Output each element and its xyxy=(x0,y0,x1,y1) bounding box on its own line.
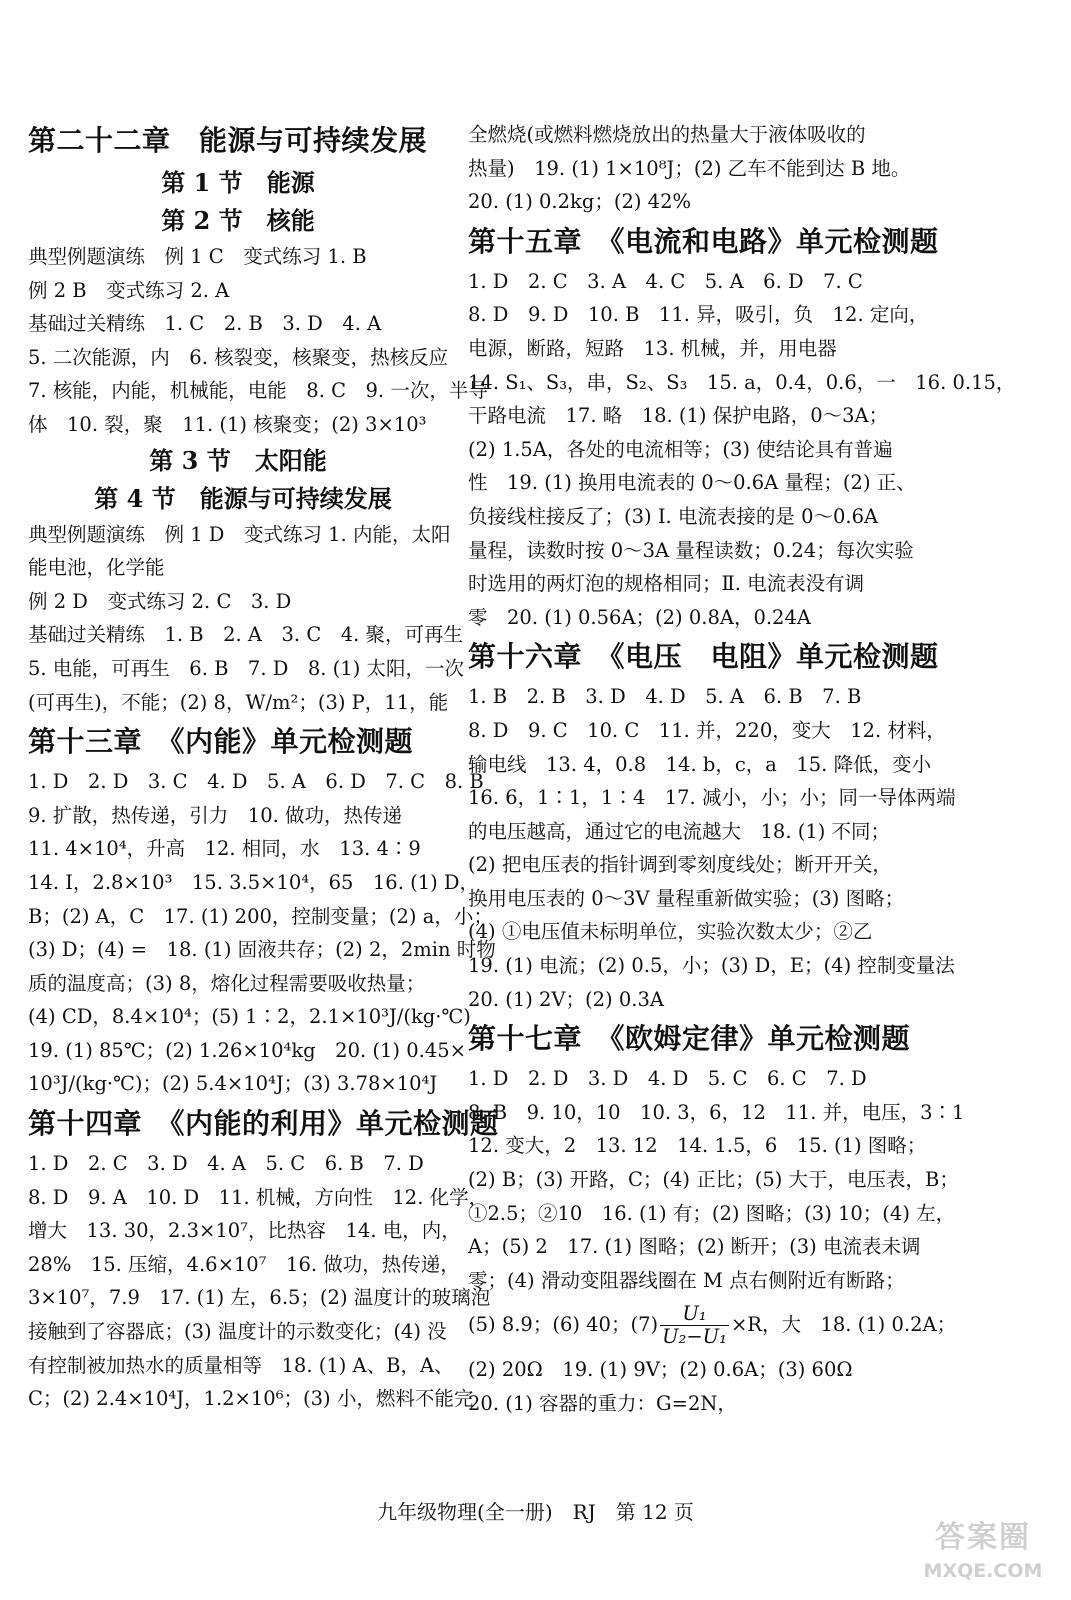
answer-line: 8. B 9. 10，10 10. 3，6，12 11. 并，电压，3∶1 xyxy=(468,1100,965,1124)
answer-line: 28% 15. 压缩，4.6×10⁷ 16. 做功，热传递， xyxy=(28,1252,460,1276)
answer-line: C；(2) 2.4×10⁴J，1.2×10⁶；(3) 小，燃料不能完 xyxy=(28,1387,474,1411)
answer-line: 基础过关精练 1. C 2. B 3. D 4. A xyxy=(28,312,382,336)
answer-line: 14. Ⅰ，2.8×10³ 15. 3.5×10⁴，65 16. (1) D， xyxy=(28,870,480,894)
answer-line: 负接线柱接反了；(3) Ⅰ. 电流表接的是 0～0.6A xyxy=(468,504,879,528)
answer-line: 能电池，化学能 xyxy=(28,556,165,580)
answer-line: (2) B；(3) 开路，C；(4) 正比；(5) 大于，电压表，B； xyxy=(468,1168,959,1192)
answer-line: 8. D 9. C 10. C 11. 并，220，变大 12. 材料， xyxy=(468,718,946,742)
answer-line: 5. 电能，可再生 6. B 7. D 8. (1) 太阳，一次 xyxy=(28,656,464,680)
answer-line: 热量) 19. (1) 1×10⁸J；(2) 乙车不能到达 B 地。 xyxy=(468,156,911,180)
answer-line: 11. 4×10⁴，升高 12. 相同，水 13. 4∶9 xyxy=(28,837,421,861)
answer-line: 16. 6，1∶1，1∶4 17. 减小，小；小；同一导体两端 xyxy=(468,786,956,810)
section-4-title: 第 4 节 能源与可持续发展 xyxy=(94,483,392,513)
answer-line: 例 2 B 变式练习 2. A xyxy=(28,278,230,302)
answer-line: B；(2) A，C 17. (1) 200，控制变量；(2) a，小； xyxy=(28,904,493,928)
chapter-22-title: 第二十二章 能源与可持续发展 xyxy=(28,124,428,157)
answer-line: 5. 二次能源，内 6. 核裂变，核聚变，热核反应 xyxy=(28,345,449,369)
answer-line: 有控制被加热水的质量相等 18. (1) A、B，A、 xyxy=(28,1353,454,1377)
right-column xyxy=(468,118,1016,1421)
answer-line: 1. D 2. C 3. D 4. A 5. C 6. B 7. D xyxy=(28,1152,424,1176)
answer-line: 19. (1) 电流；(2) 0.5，小；(3) D，E；(4) 控制变量法 xyxy=(468,954,955,978)
fraction xyxy=(660,1303,729,1348)
section-1-title: 第 1 节 能源 xyxy=(161,168,315,197)
answer-line: 量程，读数时按 0～3A 量程读数；0.24；每次实验 xyxy=(468,538,914,562)
answer-line: 增大 13. 30，2.3×10⁷，比热容 14. 电，内， xyxy=(28,1219,461,1243)
page-footer: 九年级物理(全一册) RJ 第 12 页 xyxy=(377,1500,694,1524)
answer-line: 零；(4) 滑动变阻器线圈在 M 点右侧附近有断路； xyxy=(468,1268,905,1292)
answer-line: 14. S₁、S₃，串，S₂、S₃ 15. a，0.4，0.6，一 16. 0.15， xyxy=(468,370,1016,394)
answer-line: 换用电压表的 0～3V 量程重新做实验；(3) 图略； xyxy=(468,886,905,910)
answer-line: 19. (1) 85℃；(2) 1.26×10⁴kg 20. (1) 0.45× xyxy=(28,1038,466,1062)
watermark-logo xyxy=(913,1508,1053,1586)
answer-line: 1. D 2. D 3. D 4. D 5. C 6. C 7. D xyxy=(468,1067,867,1091)
chapter-13-title: 第十三章 《内能》单元检测题 xyxy=(28,725,414,759)
section-3-title: 第 3 节 太阳能 xyxy=(149,445,327,475)
left-column xyxy=(28,118,499,1416)
answer-line: 8. D 9. D 10. B 11. 异，吸引，负 12. 定向， xyxy=(468,303,929,327)
answer-line: 典型例题演练 例 1 D 变式练习 1. 内能，太阳 xyxy=(28,522,451,546)
answer-line: (3) D；(4) = 18. (1) 固液共存；(2) 2，2min 时物 xyxy=(28,938,496,962)
fraction-numerator: U₁ xyxy=(660,1303,729,1326)
fraction-suffix: ×R，大 18. (1) 0.2A； xyxy=(730,1313,957,1337)
answer-line: 20. (1) 0.2kg；(2) 42% xyxy=(468,190,692,214)
section-2-title: 第 2 节 核能 xyxy=(161,206,315,235)
answer-line: 典型例题演练 例 1 C 变式练习 1. B xyxy=(28,245,367,268)
answer-line: 1. B 2. B 3. D 4. D 5. A 6. B 7. B xyxy=(468,685,862,709)
answer-line: 全燃烧(或燃料燃烧放出的热量大于液体吸收的 xyxy=(468,123,866,146)
answer-line: 1. D 2. C 3. A 4. C 5. A 6. D 7. C xyxy=(468,269,863,293)
chapter-17-title: 第十七章 《欧姆定律》单元检测题 xyxy=(468,1022,911,1056)
answer-line: 时选用的两灯泡的规格相同；Ⅱ. 电流表没有调 xyxy=(468,572,865,596)
answer-line: (2) 1.5A，各处的电流相等；(3) 使结论具有普遍 xyxy=(468,437,893,461)
answer-line: 体 10. 裂，聚 11. (1) 核聚变；(2) 3×10³ xyxy=(28,412,427,436)
answer-line: ①2.5；②10 16. (1) 有；(2) 图略；(3) 10；(4) 左， xyxy=(468,1201,956,1225)
answer-line: (4) ①电压值未标明单位，实验次数太少；②乙 xyxy=(468,920,873,944)
answer-line: 1. D 2. D 3. C 4. D 5. A 6. D 7. C 8. B xyxy=(28,770,484,794)
answer-line: A；(5) 2 17. (1) 图略；(2) 断开；(3) 电流表未调 xyxy=(468,1235,921,1259)
fraction-denominator: U₂−U₁ xyxy=(662,1325,727,1349)
answer-line: 干路电流 17. 略 18. (1) 保护电路，0～3A； xyxy=(468,404,889,428)
chapter-16-title: 第十六章 《电压 电阻》单元检测题 xyxy=(468,640,939,674)
answer-line: 12. 变大，2 13. 12 14. 1.5，6 15. (1) 图略； xyxy=(468,1134,927,1158)
answer-line: 电源，断路，短路 13. 机械，并，用电器 xyxy=(468,336,837,360)
answer-line: 7. 核能，内能，机械能，电能 8. C 9. 一次，半导 xyxy=(28,379,488,403)
answer-line: 接触到了容器底；(3) 温度计的示数变化；(4) 没 xyxy=(28,1320,447,1344)
answer-line: (2) 20Ω 19. (1) 9V；(2) 0.6A；(3) 60Ω xyxy=(468,1358,853,1382)
answer-line: 10³J/(kg·℃)；(2) 5.4×10⁴J；(3) 3.78×10⁴J xyxy=(28,1072,438,1096)
answer-line: (4) CD，8.4×10⁴；(5) 1∶2，2.1×10³J/(kg·℃) xyxy=(28,1005,471,1029)
answer-line: 输电线 13. 4，0.8 14. b，c，a 15. 降低，变小 xyxy=(468,752,932,776)
answer-line: 3×10⁷，7.9 17. (1) 左，6.5；(2) 温度计的玻璃泡 xyxy=(28,1286,491,1310)
watermark-glyphs: 答案圈 xyxy=(935,1520,1031,1555)
answer-line: 20. (1) 容器的重力：G=2N， xyxy=(468,1392,737,1415)
answer-line: (2) 把电压表的指针调到零刻度线处；断开开关， xyxy=(468,853,892,877)
answer-line: 零 20. (1) 0.56A；(2) 0.8A，0.24A xyxy=(468,605,811,629)
answer-line: 基础过关精练 1. B 2. A 3. C 4. 聚，可再生 xyxy=(28,623,464,647)
chapter-15-title: 第十五章 《电流和电路》单元检测题 xyxy=(468,224,939,258)
answer-line: 的电压越高，通过它的电流越大 18. (1) 不同； xyxy=(468,819,891,843)
answer-line: (可再生)，不能；(2) 8，W/m²；(3) P，11，能 xyxy=(28,690,449,714)
chapter-14-title: 第十四章 《内能的利用》单元检测题 xyxy=(28,1107,499,1141)
answer-line: 20. (1) 2V；(2) 0.3A xyxy=(468,987,664,1011)
fraction-prefix: (5) 8.9；(6) 40；(7) xyxy=(468,1313,659,1337)
watermark-url: MXQE.COM xyxy=(923,1560,1043,1582)
answer-line: 质的温度高；(3) 8，熔化过程需要吸收热量； xyxy=(28,971,426,995)
answer-line: 8. D 9. A 10. D 11. 机械，方向性 12. 化学， xyxy=(28,1185,489,1209)
fraction-answer-line xyxy=(468,1297,957,1353)
answer-line: 性 19. (1) 换用电流表的 0～0.6A 量程；(2) 正、 xyxy=(468,471,916,495)
answer-line: 9. 扩散，热传递，引力 10. 做功，热传递 xyxy=(28,803,403,827)
answer-line: 例 2 D 变式练习 2. C 3. D xyxy=(28,589,292,613)
